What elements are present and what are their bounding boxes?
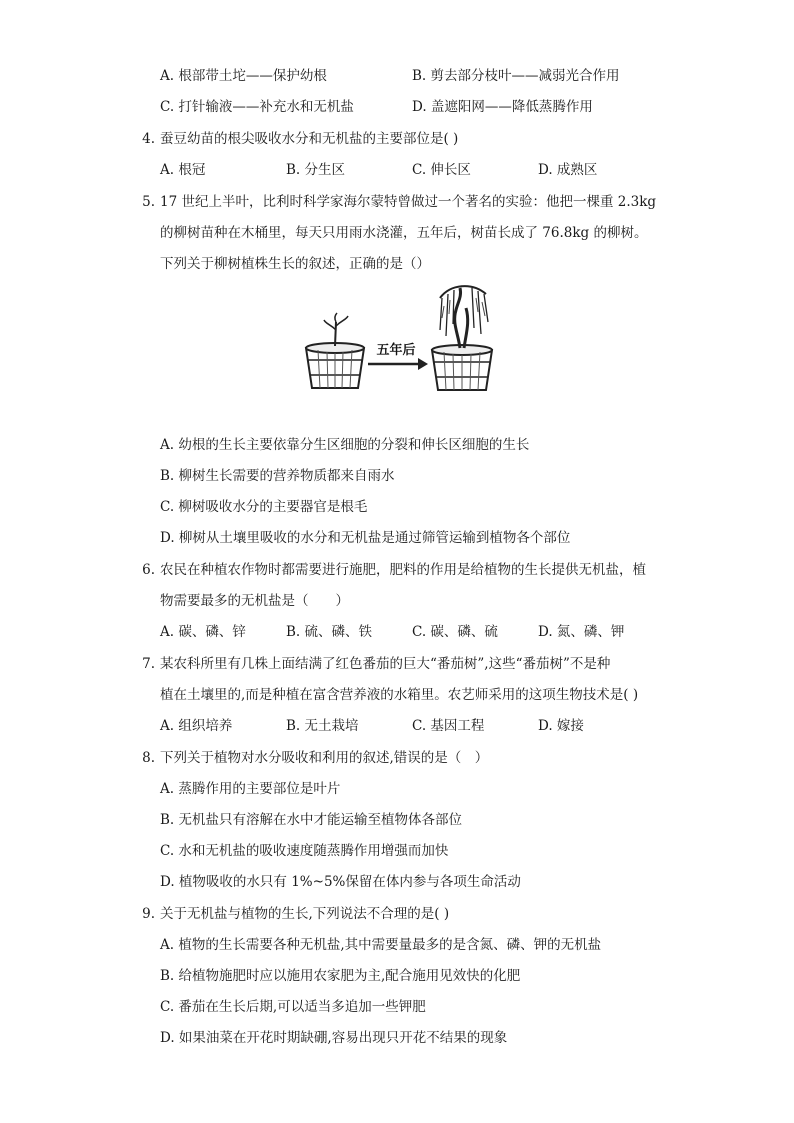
q8-option-c: C. 水和无机盐的吸收速度随蒸腾作用增强而加快 — [160, 843, 449, 859]
q9-option-c: C. 番茄在生长后期,可以适当多追加一些钾肥 — [160, 999, 426, 1015]
q7-stem-line-1: 某农科所里有几株上面结满了红色番茄的巨大“番茄树”,这些“番茄树”不是种 — [160, 656, 611, 672]
q4-option-b: B. 分生区 — [286, 162, 346, 178]
q5-stem-line-3: 下列关于柳树植株生长的叙述，正确的是（） — [160, 256, 430, 272]
q6-number: 6. — [142, 562, 155, 578]
q5-option-c: C. 柳树吸收水分的主要器官是根毛 — [160, 499, 368, 515]
q4-stem: 蚕豆幼苗的根尖吸收水分和无机盐的主要部位是( ) — [160, 131, 459, 147]
seedling-barrel — [306, 313, 364, 388]
q4-number: 4. — [142, 131, 155, 147]
q8-stem: 下列关于植物对水分吸收和利用的叙述,错误的是（ ） — [160, 750, 489, 766]
q8-option-b: B. 无机盐只有溶解在水中才能运输至植物体各部位 — [160, 812, 463, 828]
q9-number: 9. — [142, 906, 155, 922]
q5-option-d: D. 柳树从土壤里吸收的水分和无机盐是通过筛管运输到植物各个部位 — [160, 530, 571, 546]
q5-option-b: B. 柳树生长需要的营养物质都来自雨水 — [160, 468, 395, 484]
q3-option-a: A. 根部带土坨——保护幼根 — [160, 68, 327, 84]
q7-option-a: A. 组织培养 — [160, 718, 233, 734]
q5-number: 5. — [142, 194, 155, 210]
q7-stem-line-2: 植在土壤里的,而是种植在富含营养液的水箱里。农艺师采用的这项生物技术是( ) — [160, 687, 639, 703]
q8-option-d: D. 植物吸收的水只有 1%~5%保留在体内参与各项生命活动 — [160, 874, 521, 890]
q4-option-d: D. 成熟区 — [538, 162, 598, 178]
q9-option-d: D. 如果油菜在开花时期缺硼,容易出现只开花不结果的现象 — [160, 1030, 508, 1046]
q6-option-d: D. 氮、磷、钾 — [538, 624, 625, 640]
q6-stem-line-1: 农民在种植农作物时都需要进行施肥，肥料的作用是给植物的生长提供无机盐，植 — [160, 562, 646, 578]
q5-stem-line-2: 的柳树苗种在木桶里，每天只用雨水浇灌，五年后，树苗长成了 76.8kg 的柳树。 — [160, 225, 648, 241]
q7-option-d: D. 嫁接 — [538, 718, 584, 734]
q7-number: 7. — [142, 656, 155, 672]
q7-option-c: C. 基因工程 — [412, 718, 485, 734]
q4-option-c: C. 伸长区 — [412, 162, 471, 178]
q7-option-b: B. 无土栽培 — [286, 718, 359, 734]
q5-stem-line-1: 17 世纪上半叶，比利时科学家海尔蒙特曾做过一个著名的实验：他把一棵重 2.3kg — [160, 194, 657, 210]
willow-barrel — [432, 286, 492, 390]
q3-option-d: D. 盖遮阳网——降低蒸腾作用 — [412, 99, 593, 115]
q6-option-c: C. 碳、磷、硫 — [412, 624, 498, 640]
arrow-icon — [368, 358, 428, 370]
figure-label: 五年后 — [376, 343, 416, 358]
q6-option-a: A. 碳、磷、锌 — [160, 624, 246, 640]
q9-stem: 关于无机盐与植物的生长,下列说法不合理的是( ) — [160, 906, 450, 922]
q8-number: 8. — [142, 750, 155, 766]
q6-stem-line-2: 物需要最多的无机盐是（ ） — [160, 593, 349, 609]
q9-option-b: B. 给植物施肥时应以施用农家肥为主,配合施用见效快的化肥 — [160, 968, 521, 984]
q3-option-b: B. 剪去部分枝叶——减弱光合作用 — [412, 68, 620, 84]
q9-option-a: A. 植物的生长需要各种无机盐,其中需要量最多的是含氮、磷、钾的无机盐 — [160, 937, 602, 953]
q4-option-a: A. 根冠 — [160, 162, 206, 178]
q5-option-a: A. 幼根的生长主要依靠分生区细胞的分裂和伸长区细胞的生长 — [160, 437, 530, 453]
q8-option-a: A. 蒸腾作用的主要部位是叶片 — [160, 781, 341, 797]
q3-option-c: C. 打针输液——补充水和无机盐 — [160, 99, 354, 115]
willow-experiment-figure — [300, 278, 500, 398]
q6-option-b: B. 硫、磷、铁 — [286, 624, 373, 640]
